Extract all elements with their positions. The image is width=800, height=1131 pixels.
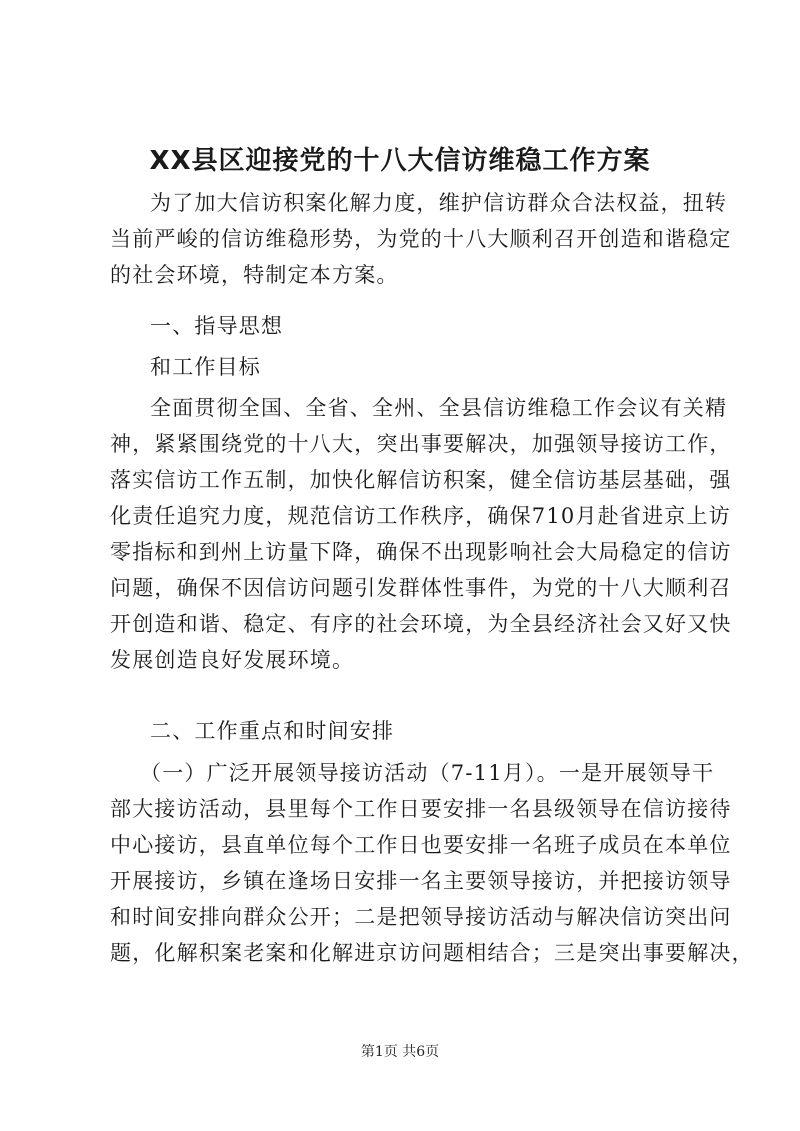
text-line: 中心接访，县直单位每个工作日也要安排一名班子成员在本单位 <box>110 833 732 857</box>
text-line: 问题，确保不因信访问题引发群体性事件，为党的十八大顺利召 <box>110 576 732 600</box>
section1-heading-block <box>110 308 710 344</box>
section-subheading: 和工作目标 <box>150 355 261 379</box>
text-line: 部大接访活动，县里每个工作日要安排一名县级领导在信访接待 <box>110 797 732 821</box>
document-title: XX县区迎接党的十八大信访维稳工作方案 <box>149 146 651 176</box>
page-footer: 第1页 共6页 <box>360 1044 440 1060</box>
section1-subheading-block <box>110 349 710 385</box>
text-line: 开展接访，乡镇在逢场日安排一名主要领导接访，并把接访领导 <box>110 869 732 893</box>
section-heading: 一、指导思想 <box>150 314 284 338</box>
text-line: 的社会环境，特制定本方案。 <box>110 263 399 287</box>
section-heading: 二、工作重点和时间安排 <box>150 719 395 743</box>
section2-body-paragraph <box>110 755 754 971</box>
text-line: 开创造和谐、稳定、有序的社会环境，为全县经济社会又好又快 <box>110 612 732 636</box>
text-line: 题，化解积案老案和化解进京访问题相结合；三是突出事要解决， <box>110 941 754 965</box>
text-line: 发展创造良好发展环境。 <box>110 648 355 672</box>
text-line: 神，紧紧围绕党的十八大，突出事要解决，加强领导接访工作， <box>110 432 732 456</box>
section2-heading-block <box>110 713 710 749</box>
section1-body-paragraph <box>110 390 732 678</box>
text-line: 全面贯彻全国、全省、全州、全县信访维稳工作会议有关精 <box>150 396 728 420</box>
text-line: 为了加大信访积案化解力度，维护信访群众合法权益，扭转 <box>150 191 728 215</box>
text-line: 当前严峻的信访维稳形势，为党的十八大顺利召开创造和谐稳定 <box>110 227 732 251</box>
text-line: 和时间安排向群众公开；二是把领导接访活动与解决信访突出问 <box>110 905 732 929</box>
text-line: 零指标和到州上访量下降，确保不出现影响社会大局稳定的信访 <box>110 540 732 564</box>
text-line: 落实信访工作五制，加快化解信访积案，健全信访基层基础，强 <box>110 468 732 492</box>
intro-paragraph <box>110 185 732 293</box>
text-line: （一）广泛开展领导接访活动（7-11月）。一是开展领导干 <box>140 761 715 785</box>
text-line: 化责任追究力度，规范信访工作秩序，确保710月赴省进京上访 <box>110 504 731 528</box>
